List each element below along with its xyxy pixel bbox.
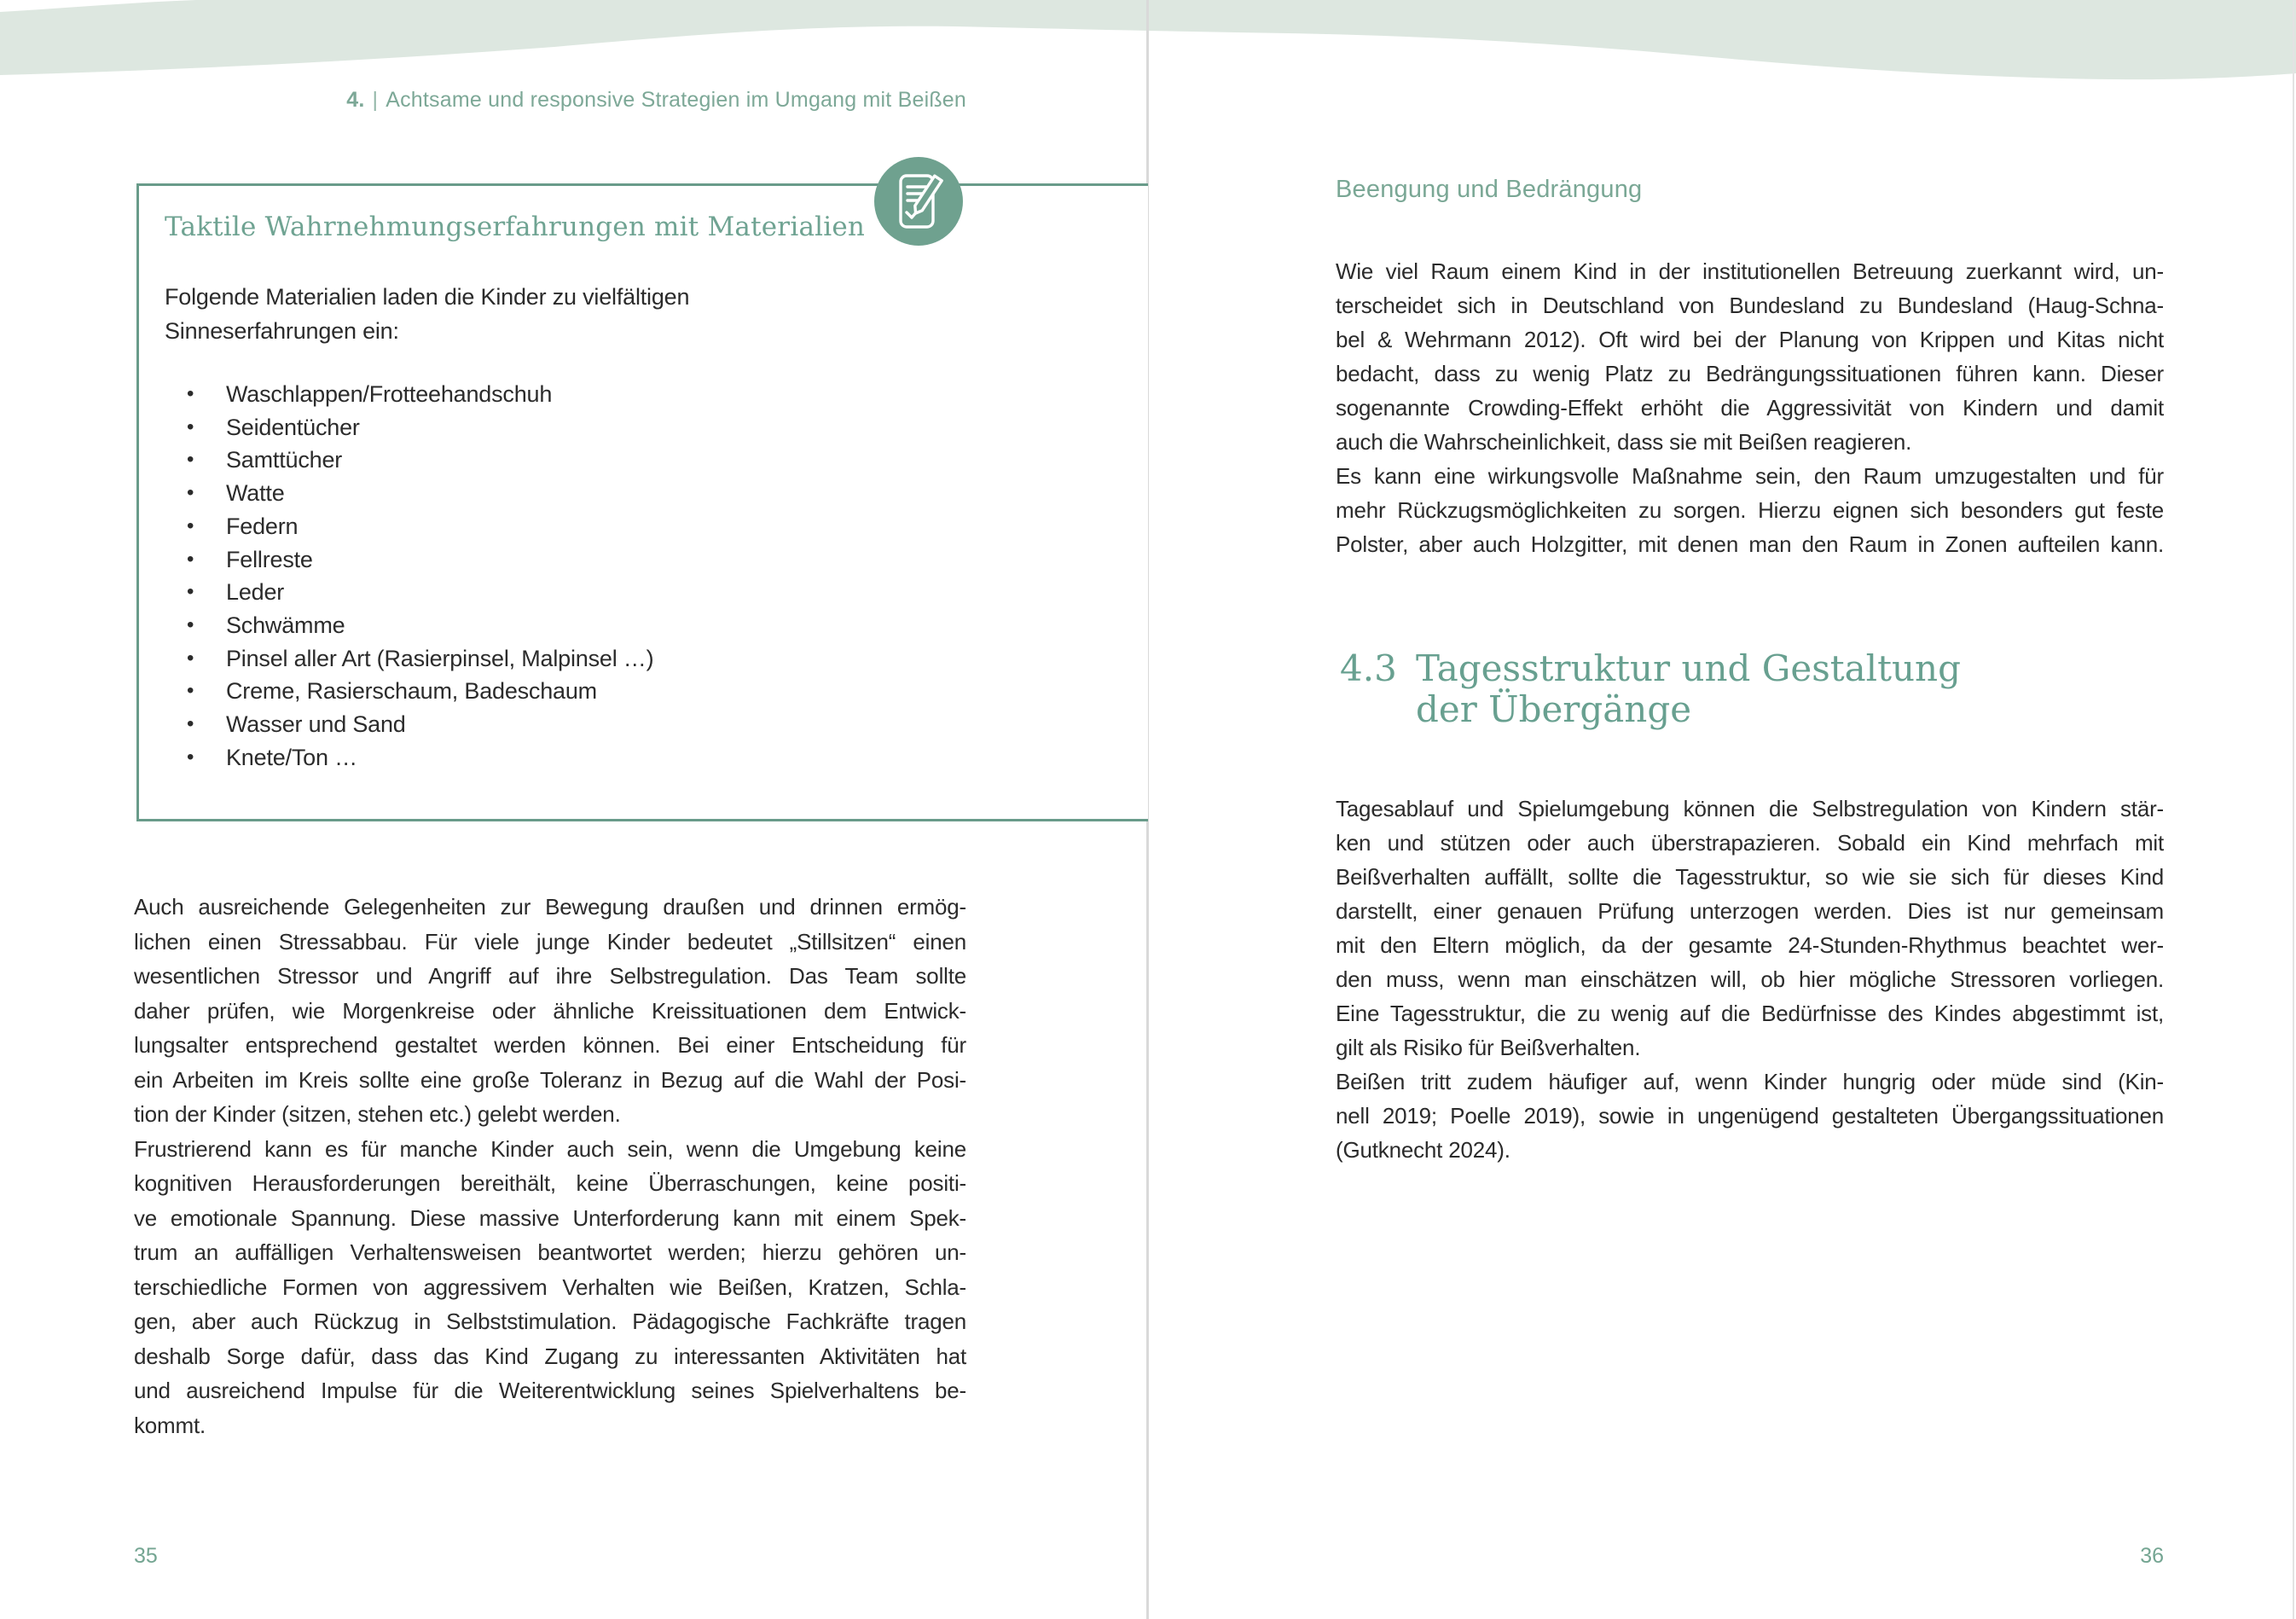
paragraph: [134, 890, 966, 1132]
text-line: kommt.: [134, 1412, 206, 1438]
bullet-dot: •: [187, 382, 194, 405]
section-number: 4.3: [1340, 647, 1397, 689]
text-line: bedacht, dass zu wenig Platz zu Bedrängungssituationen führen kann. Dieser: [1336, 361, 2164, 386]
text-line: ve emotionale Spannung. Diese massive Unterforderung kann mit einem Spek-: [134, 1204, 966, 1231]
bullet-dot: •: [187, 514, 194, 537]
text-line: trum an auffälligen Verhaltensweisen beantwortet werden; hierzu gehören un-: [134, 1239, 966, 1265]
text-line: Es kann eine wirkungsvolle Maßnahme sein, den Raum umzugestalten und für: [1336, 463, 2164, 489]
list-item-label: Wasser und Sand: [226, 711, 406, 738]
bullet-dot: •: [187, 712, 194, 736]
box-intro: [165, 280, 1148, 348]
text-line: Auch ausreichende Gelegenheiten zur Bewegung draußen und drinnen ermög-: [134, 894, 966, 920]
list-item: [165, 741, 1148, 775]
list-item-label: Schwämme: [226, 612, 345, 638]
text-line: den muss, wenn man einschätzen will, ob hier mögliche Stressoren vorliegen.: [1336, 966, 2164, 992]
paragraph: [1336, 459, 2164, 561]
text-line: nell 2019; Poelle 2019), sowie in ungenügend gestalteten Übergangssituationen: [1336, 1103, 2164, 1129]
list-item: [165, 708, 1148, 741]
text-line: gen, aber auch Rückzug in Selbststimulation. Pädagogische Fachkräfte tragen: [134, 1309, 966, 1334]
chapter-number: 4.: [346, 88, 365, 112]
list-item-label: Seidentücher: [226, 414, 360, 440]
section-title-line: Tagesstruktur und Gestaltung: [1416, 647, 1961, 689]
list-item-label: Samttücher: [226, 447, 343, 473]
text-line: tion der Kinder (sitzen, stehen etc.) gelebt werden.: [134, 1101, 621, 1127]
materials-info-box: [136, 183, 1148, 821]
text-line: lichen einen Stressabbau. Für viele junge Kinder bedeutet „Stillsitzen“ einen: [134, 928, 966, 955]
text-line: Folgende Materialien laden die Kinder zu vielfältigen: [165, 284, 690, 310]
list-item: [165, 576, 1148, 609]
paragraph: [1336, 792, 2164, 1065]
box-title: Taktile Wahrnehmungserfahrungen mit Materialien: [165, 212, 866, 242]
text-line: Wie viel Raum einem Kind in der institutionellen Betreuung zuerkannt wird, un-: [1336, 258, 2164, 284]
text-line: darstellt, einer genauen Prüfung unterzogen werden. Dies ist nur gemeinsam: [1336, 898, 2164, 924]
text-line: Beißen tritt zudem häufiger auf, wenn Kinder hungrig oder müde sind (Kin-: [1336, 1069, 2164, 1094]
section-heading: [1336, 648, 1961, 730]
page-number-left: 35: [134, 1544, 158, 1568]
text-line: auch die Wahrscheinlichkeit, dass sie mit Beißen reagieren.: [1336, 429, 1912, 455]
list-item-label: Fellreste: [226, 546, 313, 572]
text-line: sogenannte Crowding-Effekt erhöht die Aggressivität von Kindern und damit: [1336, 395, 2164, 421]
text-line: gilt als Risiko für Beißverhalten.: [1336, 1035, 1641, 1060]
chapter-title: Achtsame und responsive Strategien im Umgang mit Beißen: [386, 88, 966, 112]
text-line: mit den Eltern möglich, da der gesamte 24-Stunden-Rhythmus beachtet wer-: [1336, 932, 2164, 958]
paragraph: [1336, 254, 2164, 459]
text-line: Sinneserfahrungen ein:: [165, 318, 399, 344]
bullet-dot: •: [187, 745, 194, 769]
list-item-label: Watte: [226, 480, 285, 507]
text-line: Beißverhalten auffällt, sollte die Tagesstruktur, so wie sie sich für dieses Kind: [1336, 864, 2164, 890]
list-item: [165, 444, 1148, 477]
bullet-dot: •: [187, 415, 194, 438]
materials-list: [165, 378, 1148, 774]
list-item: [165, 378, 1148, 411]
section-title: [1416, 648, 1961, 730]
bullet-dot: •: [187, 547, 194, 571]
text-line: daher prüfen, wie Morgenkreise oder ähnliche Kreissituationen dem Entwick-: [134, 997, 966, 1024]
left-body-column: [134, 890, 966, 1442]
list-item: [165, 609, 1148, 642]
text-line: deshalb Sorge dafür, dass das Kind Zugang zu interessanten Aktivitäten hat: [134, 1343, 966, 1369]
list-item: [165, 543, 1148, 577]
right-body-column-1: [1336, 254, 2164, 561]
subheading: Beengung und Bedrängung: [1336, 176, 1643, 203]
list-item: [165, 642, 1148, 676]
right-body-column-2: [1336, 792, 2164, 1167]
list-item-label: Creme, Rasierschaum, Badeschaum: [226, 678, 597, 705]
paragraph: [134, 1132, 966, 1443]
list-item: [165, 411, 1148, 444]
text-line: Tagesablauf und Spielumgebung können die Selbstregulation von Kindern stär-: [1336, 796, 2164, 821]
text-line: Polster, aber auch Holzgitter, mit denen man den Raum in Zonen aufteilen kann.: [1336, 531, 2164, 557]
list-item-label: Leder: [226, 579, 285, 606]
bullet-dot: •: [187, 448, 194, 472]
text-line: ken und stützen oder auch überstrapazieren. Sobald ein Kind mehrfach mit: [1336, 830, 2164, 856]
list-item: [165, 510, 1148, 543]
text-line: kognitiven Herausforderungen bereithält, keine Überraschungen, keine positi-: [134, 1170, 966, 1196]
notepad-pencil-icon: [874, 157, 963, 246]
text-line: und ausreichend Impulse für die Weiterentwicklung seines Spielverhaltens be-: [134, 1378, 966, 1403]
text-line: bel & Wehrmann 2012). Oft wird bei der Planung von Krippen und Kitas nicht: [1336, 327, 2164, 352]
text-line: mehr Rückzugsmöglichkeiten zu sorgen. Hierzu eignen sich besonders gut feste: [1336, 497, 2164, 523]
bullet-dot: •: [187, 646, 194, 670]
bullet-dot: •: [187, 679, 194, 703]
page-number-right: 36: [2140, 1544, 2164, 1568]
header-separator: |: [372, 88, 379, 112]
text-line: terscheidet sich in Deutschland von Bundesland zu Bundesland (Haug-Schna-: [1336, 293, 2164, 318]
running-header: [134, 88, 966, 113]
section-title-line: der Übergänge: [1416, 688, 1692, 730]
text-line: (Gutknecht 2024).: [1336, 1137, 1510, 1163]
list-item-label: Knete/Ton …: [226, 744, 357, 770]
list-item-label: Waschlappen/Frotteehandschuh: [226, 381, 553, 407]
page-right-edge: [2293, 0, 2294, 1619]
list-item: [165, 477, 1148, 510]
text-line: wesentlichen Stressor und Angriff auf ihre Selbstregulation. Das Team sollte: [134, 963, 966, 989]
bullet-dot: •: [187, 612, 194, 636]
list-item: [165, 675, 1148, 708]
bullet-dot: •: [187, 580, 194, 604]
paragraph: [1336, 1065, 2164, 1167]
text-line: ein Arbeiten im Kreis sollte eine große Toleranz in Bezug auf die Wahl der Posi-: [134, 1066, 966, 1093]
text-line: Frustrierend kann es für manche Kinder auch sein, wenn die Umgebung keine: [134, 1135, 966, 1162]
list-item-label: Pinsel aller Art (Rasierpinsel, Malpinsel …): [226, 645, 654, 671]
bullet-dot: •: [187, 481, 194, 505]
list-item-label: Federn: [226, 513, 299, 539]
text-line: lungsalter entsprechend gestaltet werden können. Bei einer Entscheidung für: [134, 1032, 966, 1058]
text-line: Eine Tagesstruktur, die zu wenig auf die Bedürfnisse des Kindes abgestimmt ist,: [1336, 1001, 2164, 1026]
text-line: terschiedliche Formen von aggressivem Verhalten wie Beißen, Kratzen, Schla-: [134, 1274, 966, 1300]
